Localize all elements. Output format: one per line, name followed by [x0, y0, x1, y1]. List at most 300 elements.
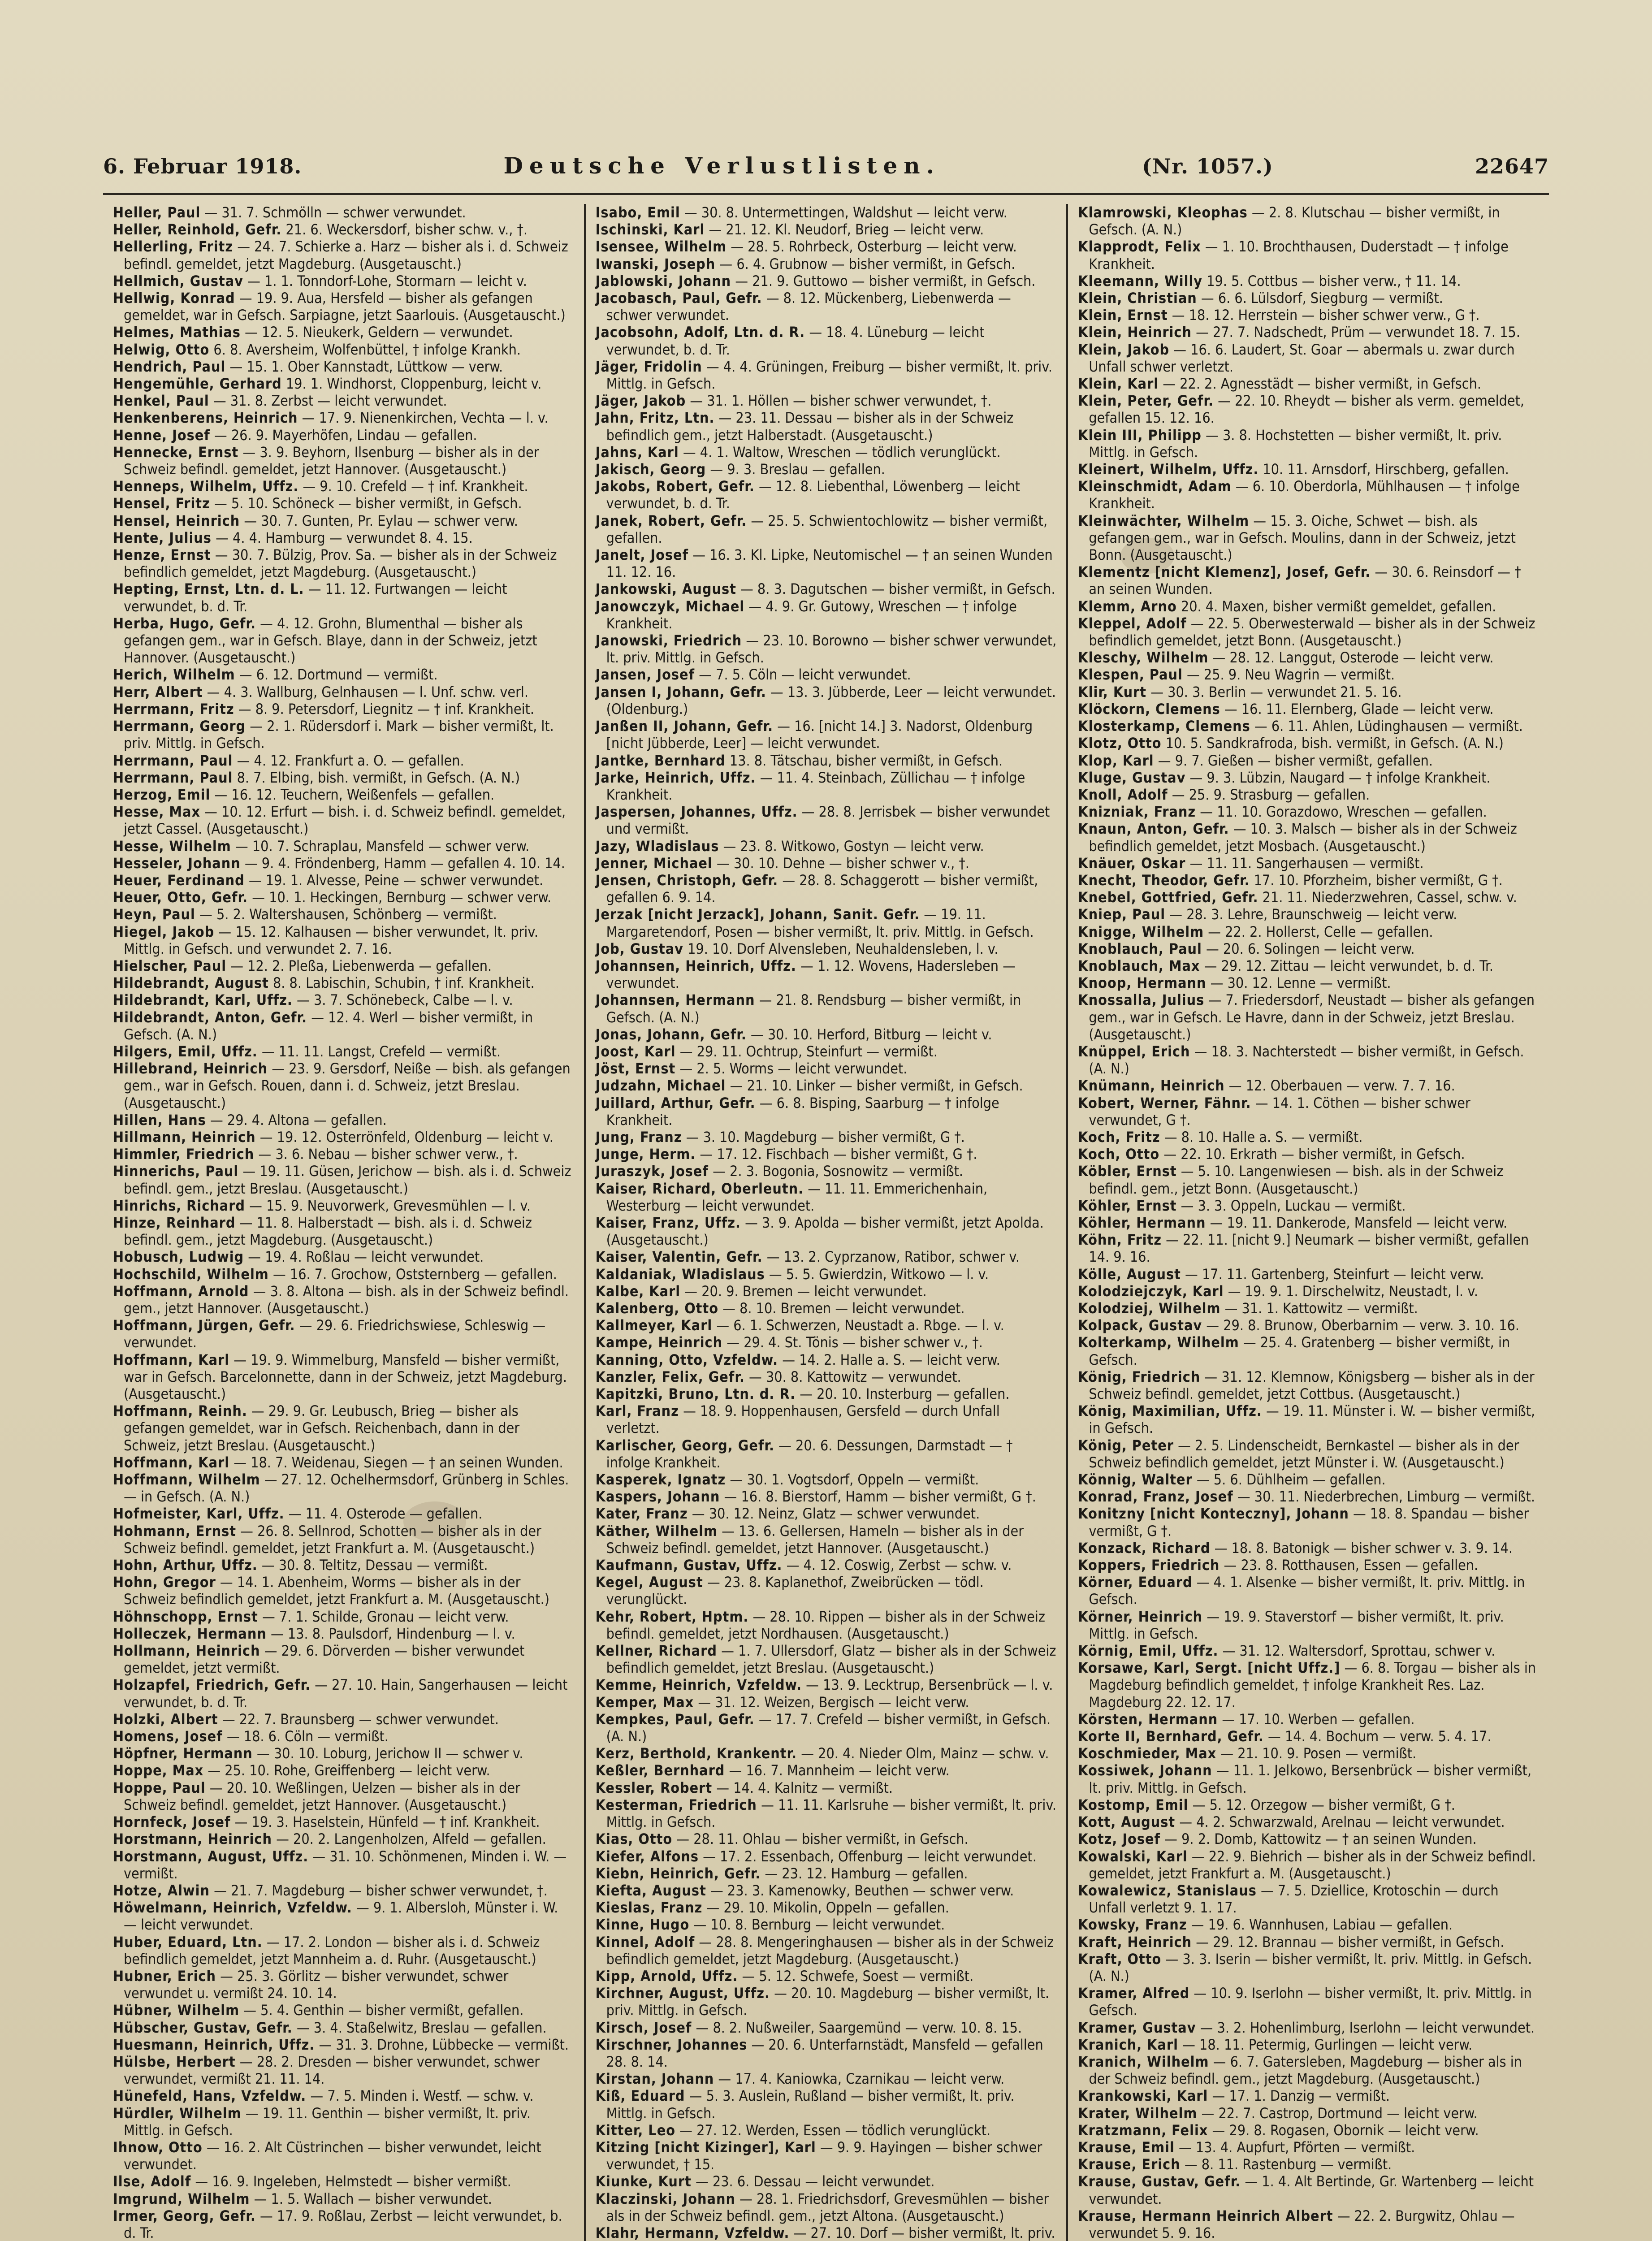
- soldier-name: Jaspersen, Johannes, Uffz.: [595, 803, 798, 821]
- casualty-entry: [596, 1882, 1057, 1899]
- soldier-name: Koch, Fritz: [1078, 1128, 1160, 1146]
- soldier-name: Kaufmann, Gustav, Uffz.: [595, 1557, 783, 1574]
- soldier-name: Kaiser, Valentin, Gefr.: [595, 1248, 763, 1266]
- soldier-name: Kiefer, Alfons: [595, 1847, 699, 1865]
- soldier-name: Kleschy, Wilhelm: [1078, 649, 1209, 666]
- casualty-entry: [596, 769, 1057, 803]
- casualty-details: — 3. 8. Altona — bish. als in der Schweiz befindl. gem., jetzt Hannover. (Ausgetauscht.): [124, 1282, 569, 1317]
- casualty-details: — 10. 1. Heckingen, Bernburg — schwer verw.: [252, 889, 552, 906]
- casualty-entry: [113, 2173, 574, 2190]
- soldier-name: Koppers, Friedrich: [1078, 1557, 1220, 1574]
- casualty-entry: [596, 1402, 1057, 1436]
- casualty-entry: [596, 1266, 1057, 1283]
- soldier-name: Jansen I, Johann, Gefr.: [595, 683, 766, 701]
- casualty-details: — 21. 8. Rendsburg — bisher vermißt, in Gefsch. (A. N.): [606, 991, 1021, 1026]
- soldier-name: Jenner, Michael: [595, 854, 713, 872]
- soldier-name: Krause, Hermann Heinrich Albert: [1078, 2207, 1333, 2224]
- casualty-entry: [113, 1711, 574, 1728]
- casualty-entry: [113, 1505, 574, 1522]
- casualty-entry: [113, 2207, 574, 2241]
- casualty-entry: [113, 1112, 574, 1129]
- soldier-name: Herr, Albert: [113, 683, 203, 701]
- soldier-name: Krater, Wilhelm: [1078, 2104, 1198, 2122]
- casualty-entry: [113, 1266, 574, 1283]
- casualty-entry: [1078, 1557, 1539, 1574]
- casualty-details: — 14. 2. Halle a. S. — leicht verw.: [782, 1351, 1000, 1368]
- soldier-name: Kowalski, Karl: [1078, 1847, 1188, 1865]
- soldier-name: Huesmann, Heinrich, Uffz.: [113, 2036, 315, 2053]
- casualty-entry: [113, 1009, 574, 1043]
- casualty-details: — 3. 3. Iserin — bisher vermißt, lt. priv. Mittlg. in Gefsch. (A. N.): [1089, 1950, 1532, 1985]
- casualty-details: — 1. 4. Alt Bertinde, Gr. Wartenberg — leicht verwundet.: [1089, 2173, 1534, 2207]
- casualty-entry: [1078, 1659, 1539, 1711]
- casualty-details: — 31. 12. Klemnow, Königsberg — bisher als in der Schweiz befindl. gemeldet, jetzt Cottbus. (Ausgetauscht.): [1089, 1368, 1535, 1403]
- casualty-details: — 9. 9. Hayingen — bisher schwer verwundet, † 15.: [606, 2138, 1042, 2173]
- soldier-name: Kirchner, August, Uffz.: [595, 1985, 770, 2002]
- casualty-entry: [113, 957, 574, 974]
- casualty-entry: [113, 1471, 574, 1505]
- soldier-name: Irmer, Georg, Gefr.: [113, 2207, 256, 2224]
- soldier-name: Kirschner, Johannes: [595, 2036, 748, 2053]
- casualty-details: — 20. 6. Dessungen, Darmstadt — † infolge Krankheit.: [606, 1436, 1013, 1471]
- soldier-name: Klöckorn, Clemens: [1078, 700, 1220, 718]
- soldier-name: Klementz [nicht Klemenz], Josef, Gefr.: [1078, 563, 1371, 581]
- casualty-details: — 20. 4. Nieder Olm, Mainz — schw. v.: [801, 1745, 1049, 1762]
- casualty-details: — 22. 2. Agnesstädt — bisher vermißt, in Gefsch.: [1163, 375, 1481, 393]
- casualty-details: — 31. 7. Schmölln — schwer verwundet.: [204, 204, 466, 221]
- soldier-name: Höhnschopp, Ernst: [113, 1608, 258, 1625]
- soldier-name: Knoblauch, Paul: [1078, 940, 1202, 957]
- casualty-details: — 17. 2. London — bisher als i. d. Schweiz befindlich gemeldet, jetzt Mannheim a. d. Ruhr. (Ausgetauscht.): [124, 1933, 540, 1968]
- soldier-name: Kleemann, Willy: [1078, 272, 1203, 290]
- casualty-details: — 23. 8. Witkowo, Gostyn — leicht verw.: [723, 837, 984, 855]
- casualty-details: — 1. 7. Ullersdorf, Glatz — bisher als in der Schweiz befindlich gemeldet, jetzt Breslau. (Ausgetauscht.): [606, 1642, 1056, 1677]
- casualty-details: — 9. 10. Crefeld — † inf. Krankheit.: [303, 478, 528, 495]
- soldier-name: Janelt, Josef: [595, 546, 689, 564]
- casualty-details: — 19. 9. Aua, Hersfeld — bisher als gefangen gemeldet, war in Gefsch. Sarpiagne, jetzt Saarlouis. (Ausgetauscht.): [124, 290, 566, 324]
- casualty-details: — 6. 8. Bisping, Saarburg — † infolge Krankheit.: [606, 1094, 999, 1129]
- soldier-name: Juillard, Arthur, Gefr.: [595, 1094, 756, 1112]
- casualty-entry: [1078, 957, 1539, 974]
- casualty-entry: [1078, 1368, 1539, 1402]
- casualty-details: — 30. 8. Teltitz, Dessau — vermißt.: [261, 1557, 488, 1574]
- soldier-name: Kiß, Eduard: [595, 2087, 685, 2105]
- casualty-details: — 6. 11. Ahlen, Lüdinghausen — vermißt.: [1254, 718, 1523, 735]
- casualty-entry: [113, 1779, 574, 1813]
- casualty-entry: [596, 1694, 1057, 1711]
- casualty-details: 19. 10. Dorf Alvensleben, Neuhaldensleben, l. v.: [688, 940, 999, 957]
- casualty-details: — 4. 4. Hamburg — verwundet 8. 4. 15.: [216, 529, 473, 546]
- soldier-name: Karlischer, Georg, Gefr.: [595, 1436, 774, 1454]
- casualty-entry: [1078, 1728, 1539, 1745]
- soldier-name: Kanning, Otto, Vzfeldw.: [595, 1351, 778, 1368]
- soldier-name: Klein, Christian: [1078, 290, 1197, 307]
- casualty-entry: [1078, 991, 1539, 1043]
- casualty-entry: [596, 1865, 1057, 1882]
- casualty-details: — 8. 9. Petersdorf, Liegnitz — † inf. Krankheit.: [238, 700, 535, 718]
- casualty-entry: [113, 803, 574, 837]
- soldier-name: Hofmeister, Karl, Uffz.: [113, 1505, 285, 1523]
- casualty-details: — 29. 8. Rogasen, Obornik — leicht verw.: [1212, 2121, 1479, 2139]
- casualty-entry: [113, 1129, 574, 1146]
- casualty-details: — 9. 4. Fröndenberg, Hamm — gefallen 4. 10. 14.: [244, 854, 565, 872]
- soldier-name: Jazy, Wladislaus: [595, 837, 719, 855]
- casualty-entry: [596, 2019, 1057, 2036]
- soldier-name: Klamrowski, Kleophas: [1078, 204, 1248, 221]
- soldier-name: Henkel, Paul: [113, 392, 209, 410]
- soldier-name: Kraft, Otto: [1078, 1950, 1162, 1968]
- casualty-entry: [596, 1830, 1057, 1847]
- soldier-name: Hübner, Wilhelm: [113, 2002, 240, 2019]
- soldier-name: Hepting, Ernst, Ltn. d. L.: [113, 580, 304, 598]
- soldier-name: Kraft, Heinrich: [1078, 1933, 1192, 1951]
- soldier-name: König, Maximilian, Uffz.: [1078, 1402, 1262, 1420]
- soldier-name: Kleinert, Wilhelm, Uffz.: [1078, 461, 1259, 478]
- page-number: 22647: [1475, 154, 1549, 178]
- soldier-name: Hesse, Wilhelm: [113, 837, 231, 855]
- casualty-details: — 11. 4. Steinbach, Züllichau — † infolge Krankheit.: [606, 769, 1025, 803]
- casualty-details: — 31. 1. Höllen — bisher schwer verwundet, †.: [690, 392, 992, 410]
- soldier-name: König, Friedrich: [1078, 1368, 1201, 1385]
- casualty-details: — 11. 11. Karlsruhe — bisher vermißt, lt. priv. Mittlg. in Gefsch.: [606, 1796, 1057, 1831]
- page-header: [103, 152, 1549, 188]
- casualty-entry: [596, 1283, 1057, 1300]
- casualty-entry: [1078, 290, 1539, 307]
- casualty-details: — 28. 8. Jerrisbek — bisher verwundet und vermißt.: [606, 803, 1050, 838]
- casualty-entry: [113, 1214, 574, 1248]
- casualty-details: — 25. 5. Schwientochlowitz — bisher vermißt, gefallen.: [606, 512, 1048, 546]
- casualty-entry: [1078, 1471, 1539, 1488]
- casualty-entry: [1078, 803, 1539, 820]
- soldier-name: Herrmann, Paul: [113, 769, 233, 786]
- soldier-name: Jöst, Ernst: [595, 1060, 676, 1077]
- casualty-entry: [596, 1471, 1057, 1488]
- soldier-name: Kotz, Josef: [1078, 1830, 1161, 1848]
- casualty-entry: [113, 1882, 574, 1899]
- soldier-name: Klein, Jakob: [1078, 341, 1170, 358]
- casualty-entry: [596, 546, 1057, 580]
- soldier-name: Klein, Heinrich: [1078, 324, 1192, 341]
- casualty-entry: [1078, 1077, 1539, 1094]
- casualty-details: — 24. 7. Schierke a. Harz — bisher als i. d. Schweiz befindl. gemeldet, jetzt Magdeburg. (Ausgetauscht.): [124, 238, 568, 273]
- casualty-entry: [1078, 478, 1539, 512]
- soldier-name: Hellerling, Fritz: [113, 238, 234, 255]
- casualty-entry: [596, 855, 1057, 872]
- casualty-entry: [113, 1608, 574, 1625]
- casualty-entry: [113, 701, 574, 718]
- soldier-name: Hoffmann, Jürgen, Gefr.: [113, 1317, 295, 1334]
- soldier-name: Jakobs, Robert, Gefr.: [595, 478, 755, 495]
- soldier-name: Knoll, Adolf: [1078, 786, 1168, 803]
- casualty-details: — 17. 9. Roßlau, Zerbst — leicht verwundet, b. d. Tr.: [124, 2207, 562, 2241]
- casualty-entry: [113, 2036, 574, 2053]
- casualty-entry: [596, 1214, 1057, 1248]
- casualty-details: — 5. 4. Genthin — bisher vermißt, gefallen.: [243, 2002, 524, 2019]
- soldier-name: Hildebrandt, August: [113, 974, 269, 992]
- soldier-name: Heyn, Paul: [113, 906, 195, 923]
- casualty-entry: [1078, 1540, 1539, 1557]
- soldier-name: Kossiwek, Johann: [1078, 1762, 1212, 1779]
- casualty-entry: [596, 1351, 1057, 1368]
- casualty-details: — 7. Friedersdorf, Neustadt — bisher als gefangen gem., war in Gefsch. Le Havre, dann in der Schweiz, jetzt Breslau. (Ausgetauscht.): [1089, 991, 1535, 1043]
- casualty-entry: [113, 512, 574, 529]
- casualty-details: — 27. 12. Ochelhermsdorf, Grünberg in Schles. — in Gefsch. (A. N.): [124, 1471, 569, 1506]
- casualty-entry: [113, 1899, 574, 1933]
- casualty-details: — 18. 8. Spandau — bisher vermißt, G †.: [1089, 1505, 1529, 1540]
- casualty-entry: [1078, 1608, 1539, 1642]
- casualty-entry: [113, 2019, 574, 2036]
- casualty-details: — 2. 5. Worms — leicht verwundet.: [679, 1060, 908, 1077]
- casualty-details: — 11. 12. Furtwangen — leicht verwundet, b. d. Tr.: [124, 580, 507, 615]
- casualty-entry: [1078, 1231, 1539, 1265]
- soldier-name: Kowsky, Franz: [1078, 1916, 1187, 1934]
- casualty-entry: [1078, 563, 1539, 597]
- casualty-entry: [596, 1060, 1057, 1077]
- casualty-details: 10. 5. Sandkrafroda, bish. vermißt, in Gefsch. (A. N.): [1165, 735, 1504, 752]
- casualty-details: — 31. 8. Zerbst — leicht verwundet.: [213, 392, 447, 410]
- casualty-entry: [1078, 2173, 1539, 2207]
- casualty-details: — 19. 3. Haselstein, Hünfeld — † inf. Krankheit.: [234, 1813, 540, 1831]
- soldier-name: Hoppe, Paul: [113, 1779, 206, 1796]
- casualty-entry: [596, 1368, 1057, 1385]
- casualty-details: — 28. 11. Ohlau — bisher vermißt, in Gefsch.: [676, 1830, 969, 1848]
- casualty-details: — 29. 9. Gr. Leubusch, Brieg — bisher als gefangen gemeldet, war in Gefsch. Reichenbach, dann in der Schweiz, jetzt Breslau. (Ausgetauscht.): [124, 1402, 520, 1454]
- casualty-entry: [113, 906, 574, 923]
- soldier-name: Jarke, Heinrich, Uffz.: [595, 769, 756, 786]
- soldier-name: Kallmeyer, Karl: [595, 1317, 713, 1334]
- casualty-details: — 23. 6. Dessau — leicht verwundet.: [695, 2173, 935, 2190]
- casualty-details: — 17. 7. Crefeld — bisher vermißt, in Gefsch. (A. N.): [606, 1710, 1051, 1745]
- soldier-name: Johannsen, Hermann: [595, 991, 755, 1009]
- soldier-name: Heller, Reinhold, Gefr.: [113, 221, 282, 238]
- casualty-details: — 13. 8. Paulsdorf, Hindenburg — l. v.: [270, 1625, 515, 1642]
- soldier-name: Krause, Emil: [1078, 2138, 1175, 2156]
- soldier-name: Klein, Ernst: [1078, 307, 1168, 324]
- casualty-entry: [596, 2173, 1057, 2190]
- casualty-entry: [596, 1642, 1057, 1676]
- casualty-entry: [596, 1129, 1057, 1146]
- casualty-entry: [1078, 974, 1539, 991]
- casualty-entry: [1078, 889, 1539, 906]
- casualty-details: — 28. 3. Lehre, Braunschweig — leicht verw.: [1169, 906, 1457, 923]
- soldier-name: Konzack, Richard: [1078, 1539, 1211, 1557]
- soldier-name: Kitter, Leo: [595, 2121, 676, 2139]
- casualty-details: — 11. 10. Gorazdowo, Wreschen — gefallen.: [1200, 803, 1487, 821]
- casualty-details: — 20. 9. Bremen — leicht verwundet.: [684, 1282, 927, 1300]
- soldier-name: Krause, Erich: [1078, 2156, 1181, 2173]
- casualty-details: — 11. 11. Sangerhausen — vermißt.: [1189, 854, 1424, 872]
- casualty-entry: [1078, 2207, 1539, 2241]
- casualty-entry: [1078, 1283, 1539, 1300]
- soldier-name: Kemme, Heinrich, Vzfeldw.: [595, 1676, 802, 1694]
- casualty-details: — 4. 12. Frankfurt a. O. — gefallen.: [237, 752, 464, 769]
- soldier-name: Knecht, Theodor, Gefr.: [1078, 871, 1250, 889]
- casualty-details: — 3. 2. Hohenlimburg, Iserlohn — leicht verwundet.: [1200, 2019, 1535, 2036]
- casualty-entry: [113, 427, 574, 444]
- casualty-details: 20. 4. Maxen, bisher vermißt gemeldet, gefallen.: [1181, 597, 1496, 615]
- casualty-details: — 5. 10. Langenwiesen — bish. als in der Schweiz befindl. gem., jetzt Bonn. (Ausgetauscht.): [1089, 1163, 1504, 1197]
- casualty-details: — 29. 6. Friedrichswiese, Schleswig — verwundet.: [124, 1317, 546, 1351]
- casualty-details: — 6. 7. Gatersleben, Magdeburg — bisher als in der Schweiz befindl. gem., jetzt Magdeburg. (Ausgetauscht.): [1089, 2053, 1522, 2088]
- casualty-details: — 29. 4. Altona — gefallen.: [210, 1111, 387, 1129]
- casualty-details: 8. 8. Labischin, Schubin, † inf. Krankheit.: [272, 974, 535, 992]
- casualty-details: — 19. 11. Münster i. W. — bisher vermißt, in Gefsch.: [1089, 1402, 1535, 1437]
- casualty-entry: [1078, 2053, 1539, 2087]
- soldier-name: Jankowski, August: [595, 580, 736, 598]
- casualty-entry: [596, 478, 1057, 512]
- casualty-entry: [113, 752, 574, 769]
- casualty-entry: [596, 512, 1057, 546]
- soldier-name: Hillmann, Heinrich: [113, 1128, 256, 1146]
- casualty-entry: [1078, 735, 1539, 752]
- soldier-name: Kirsch, Josef: [595, 2019, 692, 2036]
- soldier-name: Kegel, August: [595, 1574, 703, 1591]
- casualty-details: — 22. 7. Castrop, Dortmund — leicht verw.: [1201, 2104, 1478, 2122]
- casualty-details: — 3. 6. Nebau — bisher schwer verw., †.: [258, 1146, 518, 1163]
- casualty-entry: [596, 392, 1057, 409]
- casualty-details: — 19. 9. Staverstorf — bisher vermißt, lt. priv. Mittlg. in Gefsch.: [1089, 1608, 1504, 1642]
- casualty-entry: [1078, 1402, 1539, 1436]
- soldier-name: Hoffmann, Karl: [113, 1454, 230, 1471]
- soldier-name: Höwelmann, Heinrich, Vzfeldw.: [113, 1899, 352, 1917]
- soldier-name: Holzki, Albert: [113, 1710, 218, 1728]
- soldier-name: Kerz, Berthold, Krankentr.: [595, 1745, 797, 1762]
- casualty-entry: [113, 324, 574, 341]
- soldier-name: Kieslas, Franz: [595, 1899, 703, 1917]
- soldier-name: Knossalla, Julius: [1078, 991, 1205, 1009]
- casualty-entry: [596, 1916, 1057, 1933]
- soldier-name: Ilse, Adolf: [113, 2173, 191, 2190]
- casualty-details: — 3. 4. Staßelwitz, Breslau — gefallen.: [296, 2019, 547, 2036]
- soldier-name: Knigge, Wilhelm: [1078, 923, 1204, 940]
- casualty-entry: [596, 1557, 1057, 1574]
- soldier-name: Kirstan, Johann: [595, 2070, 714, 2088]
- casualty-entry: [113, 273, 574, 290]
- casualty-details: — 30. 8. Kattowitz — verwundet.: [749, 1368, 961, 1385]
- casualty-details: — 22. 5. Oberwesterwald — bisher als in der Schweiz befindlich gemeldet, jetzt Bonn. (Ausgetauscht.): [1089, 614, 1535, 649]
- soldier-name: Hoffmann, Wilhelm: [113, 1471, 260, 1488]
- soldier-name: Holzapfel, Friedrich, Gefr.: [113, 1676, 311, 1694]
- casualty-entry: [113, 2139, 574, 2173]
- soldier-name: Krankowski, Karl: [1078, 2087, 1208, 2105]
- casualty-entry: [1078, 375, 1539, 392]
- casualty-details: — 16. 6. Laudert, St. Goar — abermals u. zwar durch Unfall schwer verletzt.: [1089, 341, 1515, 375]
- soldier-name: Hohn, Gregor: [113, 1574, 216, 1591]
- casualty-details: — 16. 8. Bierstorf, Hamm — bisher vermißt, G †.: [724, 1488, 1036, 1506]
- soldier-name: Hildebrandt, Karl, Uffz.: [113, 991, 293, 1009]
- casualty-details: 21. 11. Niederzwehren, Cassel, schw. v.: [1262, 889, 1517, 906]
- casualty-details: — 20. 6. Unterfarnstädt, Mansfeld — gefallen 28. 8. 14.: [606, 2036, 1043, 2070]
- publication-title: Deutsche Verlustlisten.: [503, 152, 941, 179]
- casualty-details: — 2. 1. Rüdersdorf i. Mark — bisher vermißt, lt. priv. Mittlg. in Gefsch.: [124, 718, 554, 752]
- soldier-name: Hillen, Hans: [113, 1111, 206, 1129]
- casualty-entry: [1078, 1916, 1539, 1933]
- casualty-entry: [596, 803, 1057, 837]
- casualty-details: — 8. 3. Dagutschen — bisher vermißt, in Gefsch.: [740, 580, 1055, 598]
- soldier-name: Käther, Wilhelm: [595, 1522, 718, 1540]
- soldier-name: Knoblauch, Max: [1078, 957, 1200, 974]
- casualty-details: — 7. 5. Dziellice, Krotoschin — durch Unfall verletzt 9. 1. 17.: [1089, 1882, 1499, 1917]
- soldier-name: Kehr, Robert, Hptm.: [595, 1608, 749, 1625]
- casualty-entry: [113, 2053, 574, 2087]
- casualty-details: — 8. 11. Rastenburg — vermißt.: [1184, 2156, 1392, 2173]
- casualty-entry: [596, 1899, 1057, 1916]
- casualty-details: — 25. 4. Gratenberg — bisher vermißt, in Gefsch.: [1089, 1334, 1510, 1368]
- casualty-entry: [596, 1146, 1057, 1163]
- soldier-name: Kowalewicz, Stanislaus: [1078, 1882, 1257, 1899]
- soldier-name: Helmes, Mathias: [113, 324, 241, 341]
- soldier-name: Hohn, Arthur, Uffz.: [113, 1557, 258, 1574]
- casualty-details: — 16. 12. Teuchern, Weißenfels — gefallen.: [214, 786, 495, 803]
- soldier-name: Joost, Karl: [595, 1043, 676, 1060]
- casualty-details: — 20. 6. Solingen — leicht verw.: [1206, 940, 1415, 957]
- casualty-entry: [113, 1642, 574, 1676]
- casualty-entry: [1078, 1745, 1539, 1762]
- casualty-details: — 23. 8. Kaplanethof, Zweibrücken — tödl. verunglückt.: [606, 1574, 984, 1608]
- casualty-details: — 22. 10. Erkrath — bisher vermißt, in Gefsch.: [1163, 1146, 1465, 1163]
- casualty-details: — 4. 3. Wallburg, Gelnhausen — l. Unf. schw. verl.: [207, 683, 529, 701]
- casualty-details: 19. 5. Cottbus — bisher verw., † 11. 14.: [1207, 272, 1461, 290]
- casualty-details: — 14. 4. Kalnitz — vermißt.: [716, 1779, 893, 1796]
- soldier-name: Junge, Herm.: [595, 1146, 696, 1163]
- casualty-details: — 17. 11. Gartenberg, Steinfurt — leicht verw.: [1185, 1265, 1484, 1283]
- casualty-details: — 30. 8. Untermettingen, Waldshut — leicht verw.: [684, 204, 1008, 221]
- soldier-name: Hotze, Alwin: [113, 1882, 210, 1899]
- casualty-details: 10. 11. Arnsdorf, Hirschberg, gefallen.: [1263, 461, 1509, 478]
- casualty-details: — 18. 8. Batonigk — bisher schwer v. 3. 9. 14.: [1214, 1539, 1513, 1557]
- issue-date: 6. Februar 1918.: [103, 154, 302, 178]
- casualty-entry: [113, 855, 574, 872]
- casualty-entry: [596, 2122, 1057, 2139]
- casualty-details: — 11. 8. Halberstadt — bish. als i. d. Schweiz befindl. gem., jetzt Magdeburg. (Ausgetauscht.): [124, 1214, 532, 1249]
- casualty-details: — 5. 2. Waltershausen, Schönberg — vermißt.: [199, 906, 497, 923]
- casualty-entry: [1078, 666, 1539, 683]
- casualty-details: — 16. 7. Mannheim — leicht verw.: [729, 1762, 950, 1779]
- casualty-details: — 15. 12. Kalhausen — bisher verwundet, lt. priv. Mittlg. in Gefsch. und verwundet 2. 7. 16.: [124, 923, 539, 957]
- soldier-name: Klahr, Hermann, Vzfeldw.: [595, 2224, 790, 2241]
- casualty-entry: [1078, 1095, 1539, 1129]
- soldier-name: Herba, Hugo, Gefr.: [113, 614, 256, 632]
- soldier-name: Henneps, Wilhelm, Uffz.: [113, 478, 299, 495]
- casualty-entry: [596, 1968, 1057, 1985]
- soldier-name: Kluge, Gustav: [1078, 769, 1186, 786]
- casualty-details: — 28. 5. Rohrbeck, Osterburg — leicht verw.: [731, 238, 1017, 255]
- soldier-name: Krause, Gustav, Gefr.: [1078, 2173, 1241, 2190]
- casualty-details: — 30. 7. Gunten, Pr. Eylau — schwer verw.: [244, 512, 518, 529]
- soldier-name: Kampe, Heinrich: [595, 1334, 723, 1351]
- casualty-details: — 23. 9. Gersdorf, Neiße — bish. als gefangen gem., war in Gefsch. Rouen, dann i. d. Schweiz, jetzt Breslau. (Ausgetauscht.): [124, 1060, 571, 1112]
- casualty-details: — 21. 10. Linker — bisher vermißt, in Gefsch.: [730, 1077, 1023, 1095]
- casualty-details: — 8. 12. Mückenberg, Liebenwerda — schwer verwundet.: [606, 290, 1011, 324]
- casualty-entry: [596, 1796, 1057, 1830]
- soldier-name: Jahn, Fritz, Ltn.: [595, 409, 715, 427]
- casualty-details: — 12. 2. Pleßa, Liebenwerda — gefallen.: [230, 957, 492, 974]
- soldier-name: Holleczek, Hermann: [113, 1625, 267, 1642]
- casualty-entry: [1078, 2036, 1539, 2053]
- casualty-entry: [596, 1848, 1057, 1865]
- casualty-details: — 13. 4. Aupfurt, Pförten — vermißt.: [1178, 2138, 1415, 2156]
- casualty-details: — 29. 6. Dörverden — bisher verwundet gemeldet, jetzt vermißt.: [124, 1642, 525, 1677]
- casualty-entry: [596, 991, 1057, 1025]
- soldier-name: Jäger, Fridolin: [595, 358, 702, 375]
- soldier-name: Job, Gustav: [595, 940, 683, 957]
- soldier-name: Kramer, Gustav: [1078, 2019, 1196, 2036]
- casualty-details: — 3. 8. Hochstetten — bisher vermißt, lt. priv. Mittlg. in Gefsch.: [1089, 426, 1502, 461]
- soldier-name: Kolodziejczyk, Karl: [1078, 1282, 1224, 1300]
- casualty-entry: [1078, 923, 1539, 940]
- casualty-entry: [596, 461, 1057, 478]
- casualty-details: — 9. 2. Domb, Kattowitz — † an seinen Wunden.: [1164, 1830, 1477, 1848]
